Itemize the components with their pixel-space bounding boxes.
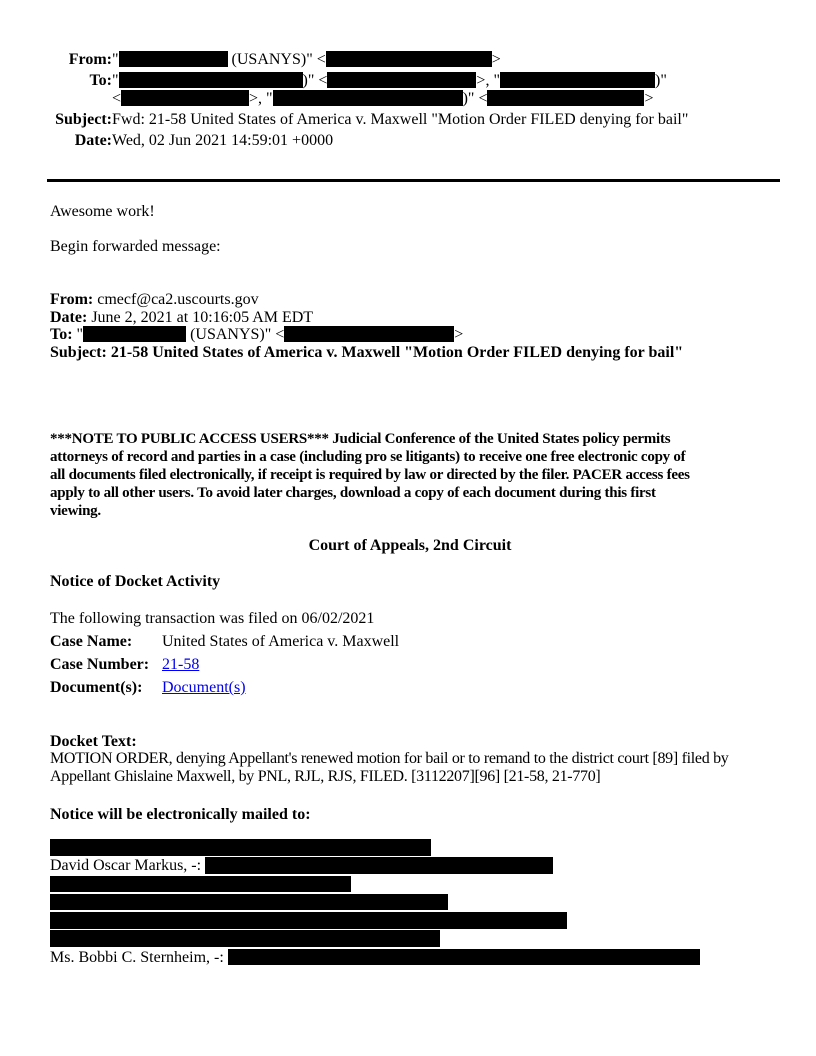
- forwarded-from-line: [50, 291, 770, 309]
- docket-text-heading: Docket Text:: [50, 733, 137, 750]
- redacted-line: [50, 894, 770, 912]
- redaction-bar: [327, 72, 476, 88]
- redaction-bar: [50, 912, 567, 929]
- forwarded-to-label: To:: [50, 326, 73, 343]
- case-name-label: Case Name:: [50, 633, 133, 650]
- court-name-heading: Court of Appeals, 2nd Circuit: [308, 537, 512, 554]
- transaction-filed-line: The following transaction was filed on 06/02/2021: [50, 610, 375, 627]
- redaction-context-text: Ms. Bobbi C. Sternheim, -:: [50, 948, 228, 966]
- case-number-link[interactable]: 21-58: [162, 656, 200, 673]
- redaction-bar: [273, 90, 463, 106]
- redaction-context-text: >, ": [249, 90, 273, 107]
- redaction-bar: [50, 894, 448, 911]
- redaction-context-text: Wed, 02 Jun 2021 14:59:01 +0000: [112, 132, 334, 149]
- docket-activity-heading: Notice of Docket Activity: [50, 573, 221, 590]
- redaction-bar: [50, 930, 440, 947]
- redaction-bar: [500, 72, 655, 88]
- to-label: To:: [89, 72, 112, 89]
- documents-link[interactable]: Document(s): [162, 679, 246, 696]
- case-name-value: United States of America v. Maxwell: [162, 633, 400, 650]
- forwarded-date-line: [50, 309, 770, 327]
- case-info-table: [50, 629, 399, 701]
- redacted-line: [50, 839, 770, 857]
- date-value: [112, 132, 688, 150]
- redacted-line: [50, 930, 770, 948]
- to-value: [112, 72, 688, 108]
- redaction-context-text: 21-58 United States of America v. Maxwell "Motion Order FILED denying for bail": [106, 343, 684, 361]
- documents-row: [50, 678, 399, 698]
- redaction-context-text: (USANYS)" <: [186, 326, 285, 343]
- redaction-context-text: David Oscar Markus, -:: [50, 857, 206, 875]
- redaction-bar: [83, 326, 186, 342]
- redaction-bar: [121, 90, 249, 106]
- forwarded-from-value: [93, 291, 258, 308]
- forwarded-to-value: [73, 326, 464, 343]
- redaction-context-text: )": [654, 72, 667, 89]
- docket-text-body: [50, 750, 770, 786]
- redacted-line: [50, 949, 770, 967]
- separator-rule: [47, 179, 780, 182]
- forwarded-subject-label: Subject:: [50, 343, 107, 361]
- redaction-bar: [487, 90, 644, 106]
- case-name-row: [50, 632, 399, 652]
- redaction-context-text: )" <: [302, 72, 328, 89]
- redaction-context-text: ": [72, 326, 84, 343]
- greeting-text: Awesome work!: [50, 203, 155, 220]
- redacted-line: [112, 90, 688, 108]
- redaction-bar: [284, 326, 454, 342]
- redaction-context-text: (USANYS)" <: [227, 51, 326, 68]
- text-line: apply to all other users. To avoid later charges, download a copy of each document during this first: [50, 485, 656, 501]
- redaction-context-text: >: [491, 51, 501, 68]
- forwarded-from-label: From:: [50, 291, 94, 308]
- documents-label: Document(s):: [50, 679, 143, 696]
- header-row-to: [50, 72, 688, 108]
- pacer-note-paragraph: [50, 430, 770, 520]
- forwarded-subject-line: [50, 344, 770, 362]
- text-line: attorneys of record and parties in a case (including pro se litigants) to receive one free electronic copy of: [50, 449, 686, 465]
- redacted-line: [50, 857, 770, 875]
- text-line: ***NOTE TO PUBLIC ACCESS USERS*** Judicial Conference of the United States policy permits: [50, 431, 671, 447]
- text-line: viewing.: [50, 503, 101, 519]
- forwarded-subject-value: [107, 344, 683, 361]
- mailed-to-list: [50, 839, 770, 967]
- redaction-bar: [119, 72, 303, 88]
- redaction-bar: [50, 876, 351, 893]
- redaction-bar: [326, 51, 492, 67]
- redaction-context-text: )" <: [462, 90, 488, 107]
- header-row-date: [50, 132, 688, 150]
- forward-intro-text: Begin forwarded message:: [50, 238, 221, 255]
- redacted-line: [50, 912, 770, 930]
- date-label: Date:: [74, 132, 112, 149]
- redacted-line: [50, 876, 770, 894]
- redacted-line: [112, 72, 688, 90]
- from-label: From:: [68, 51, 112, 68]
- from-value: [112, 51, 688, 69]
- forwarded-date-label: Date:: [50, 308, 88, 326]
- redaction-context-text: cmecf@ca2.uscourts.gov: [93, 291, 259, 308]
- redaction-bar: [205, 857, 553, 874]
- case-number-label: Case Number:: [50, 656, 150, 673]
- redacted-line: [112, 111, 688, 129]
- redaction-context-text: <: [112, 90, 122, 107]
- redaction-context-text: >: [644, 90, 654, 107]
- subject-value: [112, 111, 688, 129]
- redaction-bar: [228, 949, 700, 966]
- redacted-line: [112, 51, 688, 69]
- redaction-context-text: >: [454, 326, 464, 343]
- mailed-to-heading: Notice will be electronically mailed to:: [50, 806, 311, 823]
- redaction-context-text: >, ": [476, 72, 500, 89]
- header-row-from: [50, 51, 688, 69]
- redaction-context-text: ": [112, 72, 119, 89]
- redaction-context-text: Fwd: 21-58 United States of America v. Maxwell "Motion Order FILED denying for bail": [112, 111, 689, 128]
- redaction-bar: [50, 839, 431, 856]
- email-header: [50, 48, 688, 153]
- redaction-context-text: June 2, 2021 at 10:16:05 AM EDT: [87, 308, 314, 326]
- redaction-bar: [119, 51, 228, 67]
- forwarded-date-value: [87, 309, 313, 326]
- redaction-context-text: ": [112, 51, 119, 68]
- redacted-line: [112, 132, 688, 150]
- header-row-subject: [50, 111, 688, 129]
- forwarded-email-header: [50, 291, 770, 361]
- subject-label: Subject:: [55, 111, 112, 128]
- text-line: all documents filed electronically, if receipt is required by law or directed by the filer. PACER access fees: [50, 467, 690, 483]
- case-number-row: [50, 655, 399, 675]
- text-line: MOTION ORDER, denying Appellant's renewed motion for bail or to remand to the district court [89] filed by: [50, 750, 729, 767]
- forwarded-to-line: [50, 326, 770, 344]
- text-line: Appellant Ghislaine Maxwell, by PNL, RJL, RJS, FILED. [3112207][96] [21-58, 21-770]: [50, 768, 601, 785]
